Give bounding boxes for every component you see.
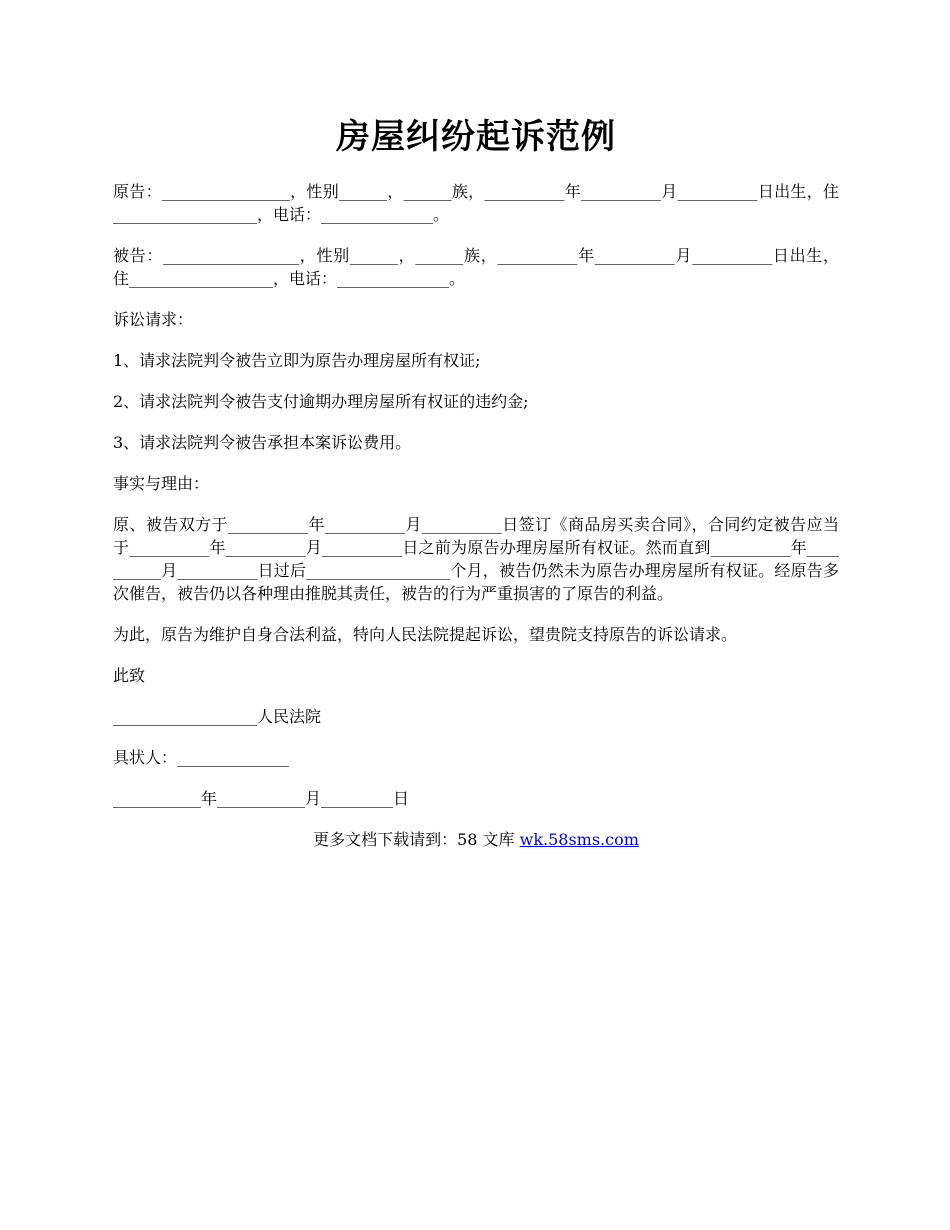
claim-item: 3、请求法院判令被告承担本案诉讼费用。 (113, 433, 412, 452)
claim-item: 2、请求法院判令被告支付逾期办理房屋所有权证的违约金; (113, 392, 529, 411)
plaintiff-info: 原告：________________，性别______，______族，__________年__________月__________日出生，住__________________，电话：______________。 (113, 182, 839, 224)
claims-heading: 诉讼请求： (113, 310, 194, 329)
claim-item: 1、请求法院判令被告立即为原告办理房屋所有权证; (113, 351, 481, 370)
conclusion: 为此，原告为维护自身合法利益，特向人民法院提起诉讼，望贵院支持原告的诉讼请求。 (113, 625, 738, 644)
signatory-line: 具状人：______________ (113, 748, 290, 767)
defendant-info: 被告：_________________，性别______，______族，__________年__________月__________日出生，住__________________，电话：______________。 (113, 246, 839, 288)
document-page (113, 112, 839, 851)
court-line: __________________人民法院 (113, 707, 322, 726)
footer-text: 更多文档下载请到：58 文库 (313, 830, 520, 849)
date-line: ___________年___________月_________日 (113, 789, 410, 808)
facts-heading: 事实与理由： (113, 474, 210, 493)
document-title: 房屋纠纷起诉范例 (336, 117, 616, 157)
facts-body: 原、被告双方于__________年__________月__________日签订《商品房买卖合同》，合同约定被告应当于__________年__________月__________日之前为原告办理房屋所有权证。然而直到__________年__________月__________日过后__________________个月，被告仍然未为原告办理房屋所有权证。经原告多次催告，被告仍以各种理由推脱其责任，被告的行为严重损害的了原告的利益。 (113, 515, 839, 603)
salutation: 此致 (113, 666, 146, 685)
footer-link[interactable]: wk.58sms.com (519, 830, 639, 849)
footer (113, 828, 839, 851)
